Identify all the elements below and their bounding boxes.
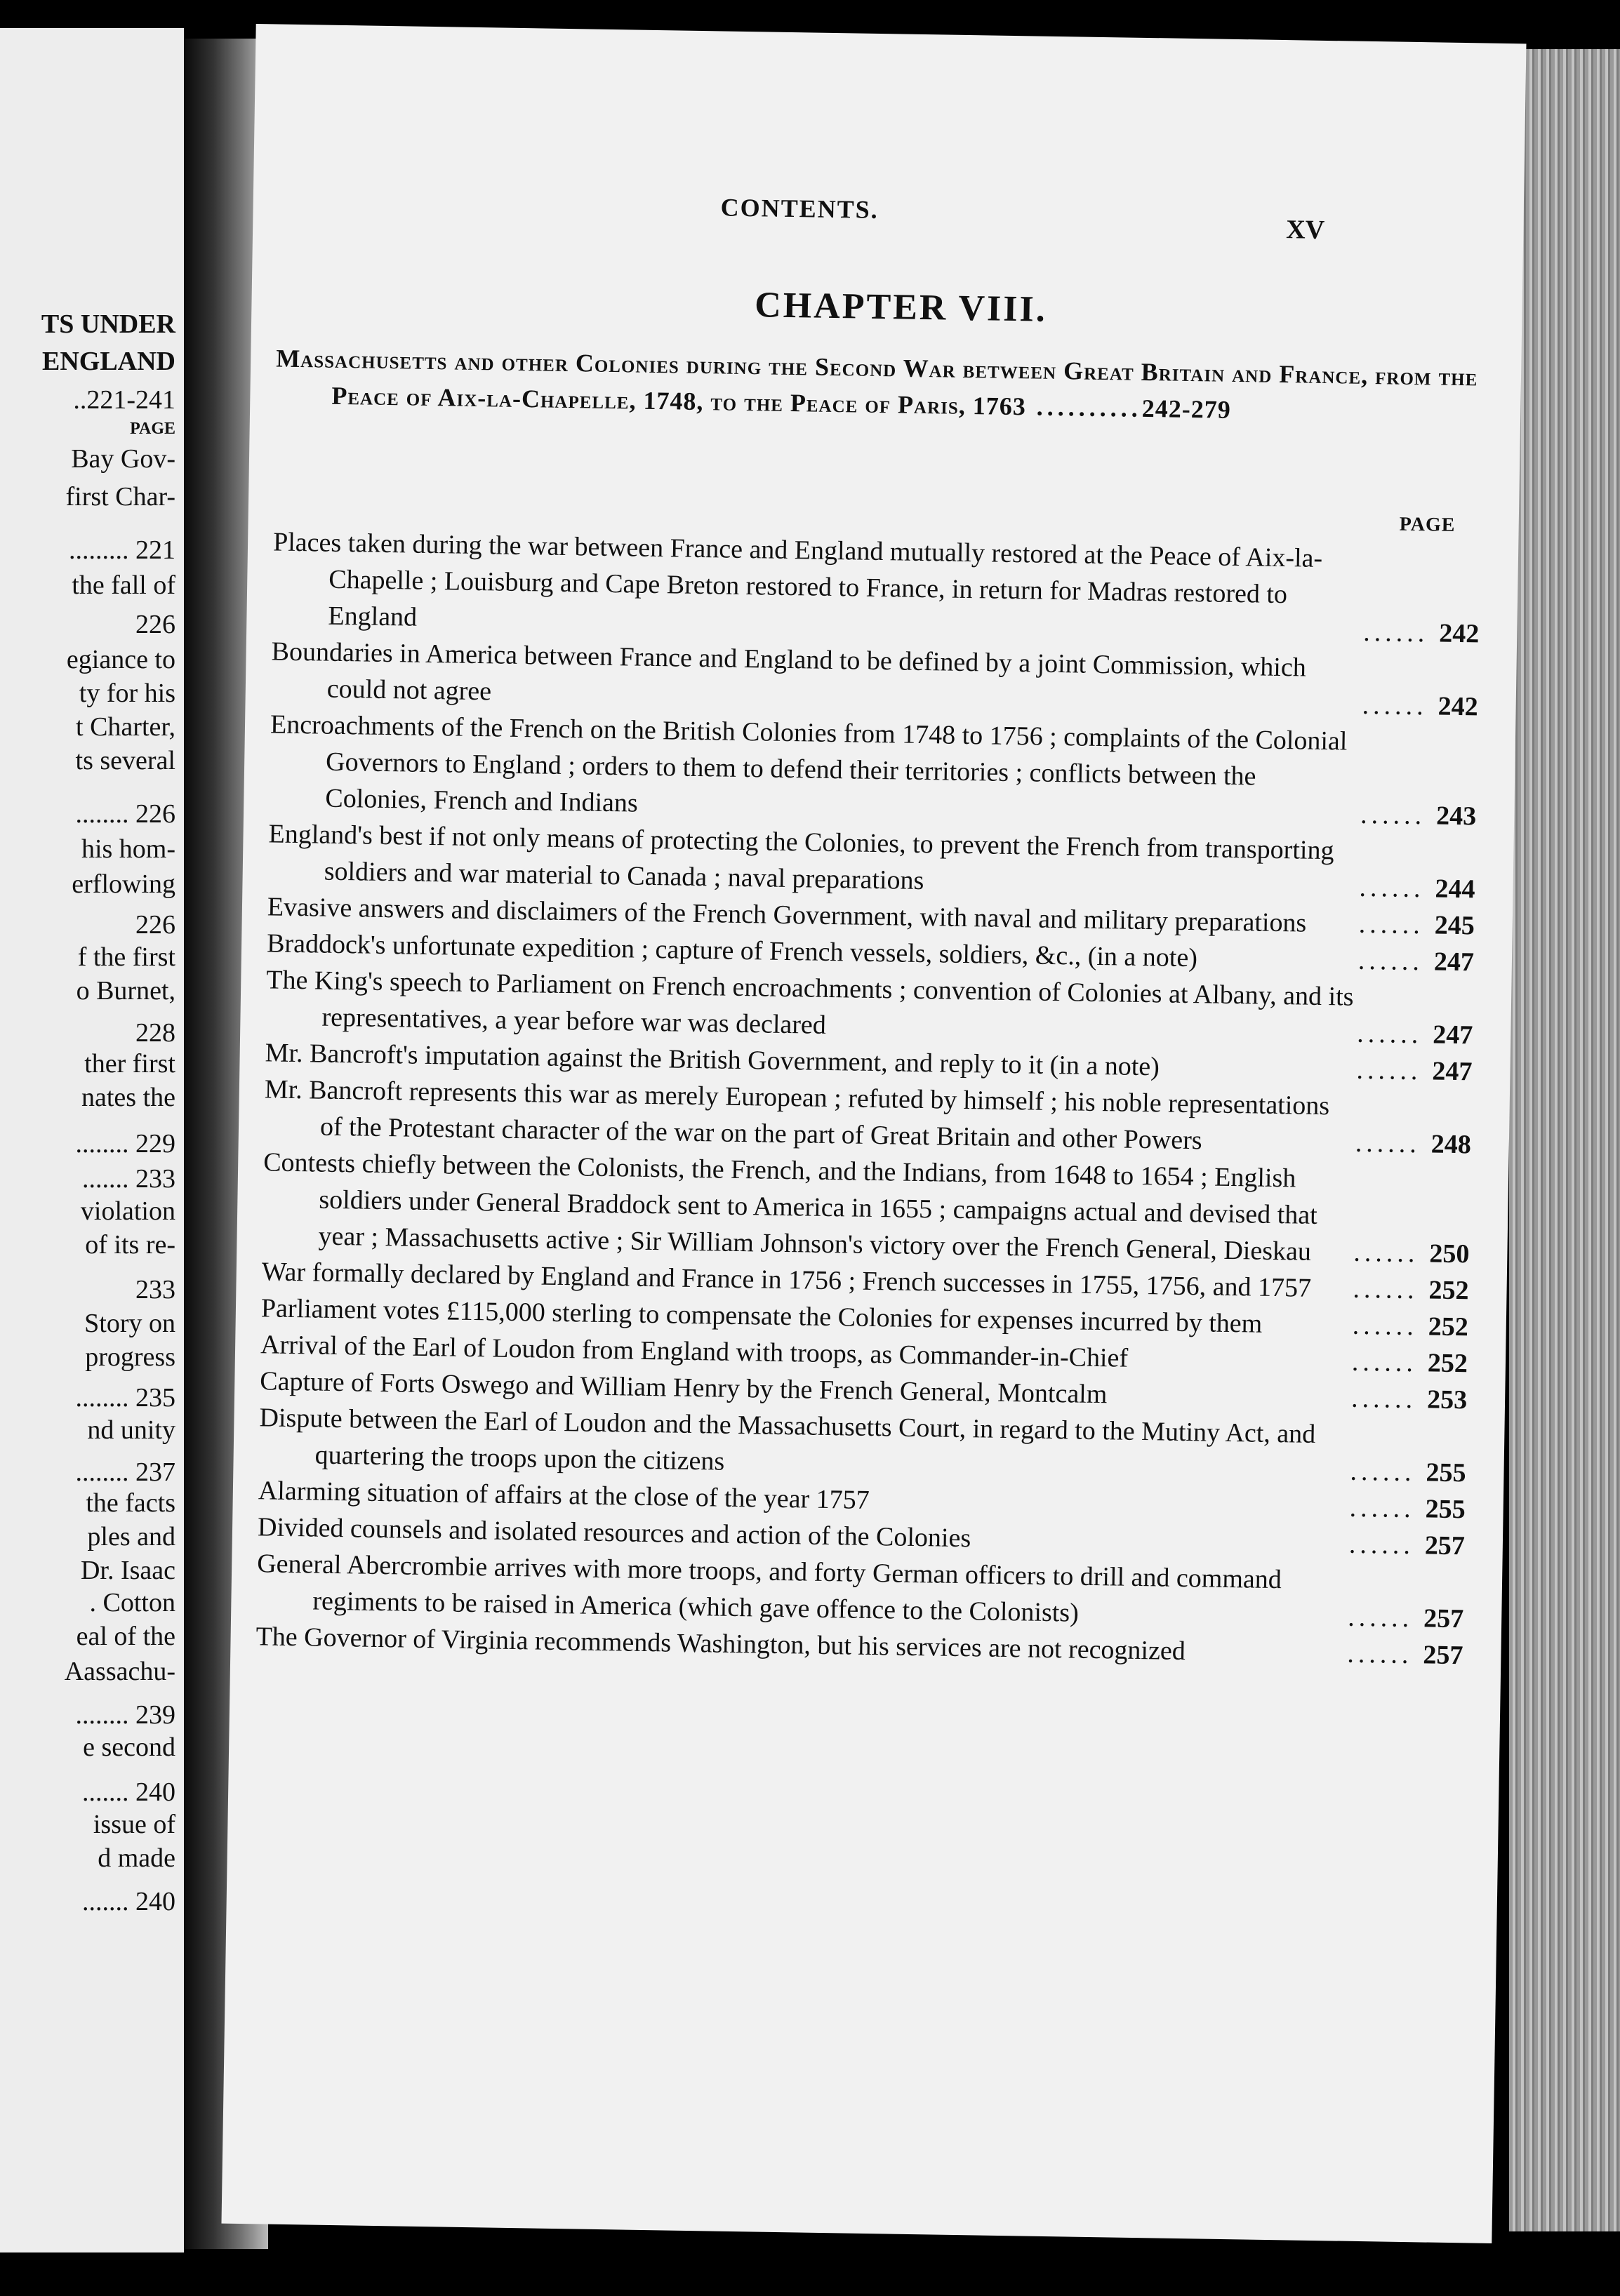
dot-leader: ...... [1359, 872, 1425, 904]
entry-page-number: 255 [1425, 1494, 1466, 1525]
contents-entry [269, 706, 1478, 834]
entry-text: Encroachments of the French on the British Colonies from 1748 to 1756 ; complaints of the Colonial Governors to England ; orders to them to defend their territories ; conflicts between the Colonies, French and Indians [270, 709, 1348, 818]
left-page-line: e second [83, 1733, 175, 1762]
entry-page-number: 252 [1428, 1275, 1469, 1306]
entry-text: The King's speech to Parliament on French encroachments ; convention of Colonies at Albany, and its representatives, a year before war was declared [266, 965, 1354, 1040]
entry-text: Boundaries in America between France and England to be defined by a joint Commission, which could not agree [271, 636, 1307, 707]
dot-leader: ...... [1355, 1128, 1421, 1159]
left-page-line: ther first [84, 1049, 175, 1079]
dot-leader: ...... [1347, 1638, 1413, 1670]
left-page-line: 226 [135, 610, 175, 639]
left-page-line: nd unity [87, 1415, 175, 1445]
entry-page-number: 252 [1428, 1311, 1469, 1342]
left-page-line: ........ 237 [75, 1457, 175, 1487]
entry-text: Mr. Bancroft's imputation against the British Government, and reply to it (in a note) [265, 1038, 1160, 1082]
left-page-line: Dr. Isaac [80, 1556, 175, 1585]
left-page-line: ty for his [79, 679, 175, 708]
dot-leader: ...... [1350, 1456, 1416, 1488]
left-page-line: ts several [75, 746, 175, 775]
dot-leader: ...... [1348, 1529, 1415, 1561]
left-page-line: ..221-241 [73, 385, 175, 415]
entry-text: Divided counsels and isolated resources and action of the Colonies [257, 1512, 971, 1554]
chapter-summary-text: Massachusetts and other Colonies during the Second War between Great Britain and France, from the Peace of Aix-la-Chapelle, 1748, to the Peace of Paris, 1763 [275, 344, 1478, 421]
left-page-line: ........ 239 [75, 1700, 175, 1730]
left-page-line: f the first [77, 942, 175, 972]
page-number: XV [1285, 215, 1325, 245]
entry-page-number: 242 [1438, 618, 1480, 649]
left-page-line: ........ 229 [75, 1129, 175, 1159]
entry-text: Contests chiefly between the Colonists, the French, and the Indians, from 1648 to 1654 ; English soldiers under General Braddock sent to America in 1655 ; campaigns actual and devised that year ; Massachusetts active ; Sir William Johnson's victory over the French General, Dieskau [263, 1147, 1318, 1267]
dot-leader: ...... [1347, 1602, 1414, 1634]
entry-page-number: 257 [1423, 1640, 1463, 1671]
left-page-line: ....... 233 [82, 1164, 175, 1194]
dot-leader: ...... [1356, 1055, 1422, 1086]
left-page-line: ples and [87, 1522, 175, 1551]
contents-page [221, 24, 1526, 2243]
contents-entry [272, 523, 1480, 652]
contents-entry [262, 1144, 1470, 1272]
entry-text: War formally declared by England and France in 1756 ; French successes in 1755, 1756, and 1757 [261, 1257, 1312, 1303]
entry-page-number: 250 [1429, 1239, 1470, 1269]
left-page-line: first Char- [65, 482, 175, 512]
dot-leader: ...... [1350, 1383, 1417, 1415]
dot-leader: ...... [1362, 690, 1428, 721]
dot-leader: ...... [1353, 1274, 1419, 1305]
left-page-line: violation [80, 1196, 175, 1226]
entry-text: Parliament votes £115,000 sterling to compensate the Colonies for expenses incurred by them [260, 1293, 1263, 1339]
dot-leader: ...... [1356, 1018, 1423, 1050]
entry-page-number: 245 [1434, 910, 1475, 941]
left-page-line: Bay Gov- [71, 444, 175, 474]
left-page-line: ....... 240 [82, 1777, 175, 1807]
left-page-line: ......... 221 [69, 535, 175, 565]
left-page-line: 228 [135, 1018, 175, 1048]
left-page-line: eal of the [76, 1622, 175, 1651]
entry-page-number: 248 [1430, 1129, 1472, 1160]
entry-page-number: 257 [1423, 1603, 1464, 1634]
left-page-line: Story on [84, 1309, 175, 1338]
dot-leader: .......... [1025, 392, 1143, 422]
left-page-line: ........ 226 [75, 799, 175, 829]
left-page-line: ENGLAND [41, 347, 175, 376]
left-page-line: 233 [135, 1275, 175, 1304]
entry-text: England's best if not only means of protecting the Colonies, to prevent the French from transporting soldiers and war material to Canada ; naval preparations [268, 819, 1334, 896]
left-page-line: . Cotton [89, 1588, 175, 1617]
dot-leader: ...... [1353, 1237, 1419, 1269]
left-page-line: his hom- [81, 834, 175, 864]
entry-page-number: 247 [1432, 1020, 1473, 1050]
entry-text: General Abercrombie arrives with more troops, and forty German officers to drill and command regiments to be raised in America (which gave offence to the Colonists) [256, 1549, 1282, 1628]
left-page-line: d made [98, 1843, 175, 1873]
entry-page-number: 244 [1435, 874, 1475, 905]
entry-text: The Governor of Virginia recommends Washington, but his services are not recognized [255, 1622, 1186, 1667]
chapter-summary [275, 340, 1483, 432]
contents-entries [255, 523, 1480, 1674]
entry-text: Mr. Bancroft represents this war as merely European ; refuted by himself ; his noble representations of the Protestant character of the war on the part of Great Britain and other Powers [264, 1074, 1330, 1156]
dot-leader: ...... [1357, 945, 1424, 977]
entry-page-number: 243 [1435, 801, 1477, 832]
left-page-line: 226 [135, 910, 175, 940]
page-edges [1509, 49, 1620, 2231]
left-page-line: t Charter, [76, 712, 175, 742]
left-page-line: erflowing [72, 869, 175, 899]
dot-leader: ...... [1362, 617, 1429, 648]
left-page-line: TS UNDER [41, 309, 175, 339]
entry-page-number: 242 [1438, 691, 1478, 722]
left-page-line: nates the [81, 1083, 175, 1112]
dot-leader: ...... [1352, 1310, 1419, 1342]
dot-leader: ...... [1360, 799, 1426, 831]
left-page-line: o Burnet, [76, 976, 175, 1006]
entry-page-number: 252 [1427, 1348, 1468, 1379]
left-page-line: PAGE [130, 420, 175, 438]
page-column-label: PAGE [1399, 513, 1456, 536]
dot-leader: ...... [1358, 909, 1425, 940]
entry-text: Alarming situation of affairs at the close of the year 1757 [258, 1476, 870, 1515]
left-page-line: Aassachu- [64, 1657, 175, 1686]
entry-page-number: 257 [1424, 1530, 1466, 1561]
running-title: CONTENTS. [720, 193, 879, 224]
entry-text: Braddock's unfortunate expedition ; capture of French vessels, soldiers, &c., (in a note) [266, 928, 1198, 973]
entry-text: Dispute between the Earl of Loudon and the Massachusetts Court, in regard to the Mutiny Act, and quartering the troops upon the citizens [259, 1403, 1316, 1476]
left-page-line: egiance to [66, 645, 175, 674]
entry-text: Places taken during the war between France and England mutually restored at the Peace of Aix-la-Chapelle ; Louisburg and Cape Breton restored to France, in return for Madras restored to England [272, 527, 1323, 632]
left-page-line: ....... 240 [82, 1887, 175, 1916]
left-page-line: of its re- [85, 1230, 175, 1260]
left-page-fragment [0, 28, 184, 2252]
entry-text: Capture of Forts Oswego and William Henry by the French General, Montcalm [260, 1366, 1108, 1410]
left-page-line: ........ 235 [75, 1383, 175, 1413]
left-page-line: issue of [93, 1810, 175, 1839]
left-page-line: the fall of [72, 570, 175, 600]
dot-leader: ...... [1349, 1493, 1416, 1524]
chapter-heading: CHAPTER VIII. [754, 285, 1048, 330]
entry-page-number: 247 [1432, 1056, 1473, 1087]
entry-text: Evasive answers and disclaimers of the French Government, with naval and military preparations [267, 892, 1307, 938]
chapter-page-range: 242-279 [1141, 394, 1232, 424]
entry-page-number: 255 [1426, 1457, 1466, 1488]
entry-page-number: 247 [1433, 947, 1475, 977]
dot-leader: ...... [1351, 1347, 1418, 1378]
left-page-line: the facts [86, 1488, 175, 1518]
left-page-line: progress [85, 1342, 175, 1372]
entry-page-number: 253 [1426, 1384, 1468, 1415]
entry-text: Arrival of the Earl of Loudon from England with troops, as Commander-in-Chief [260, 1330, 1129, 1373]
running-head [253, 185, 1524, 245]
